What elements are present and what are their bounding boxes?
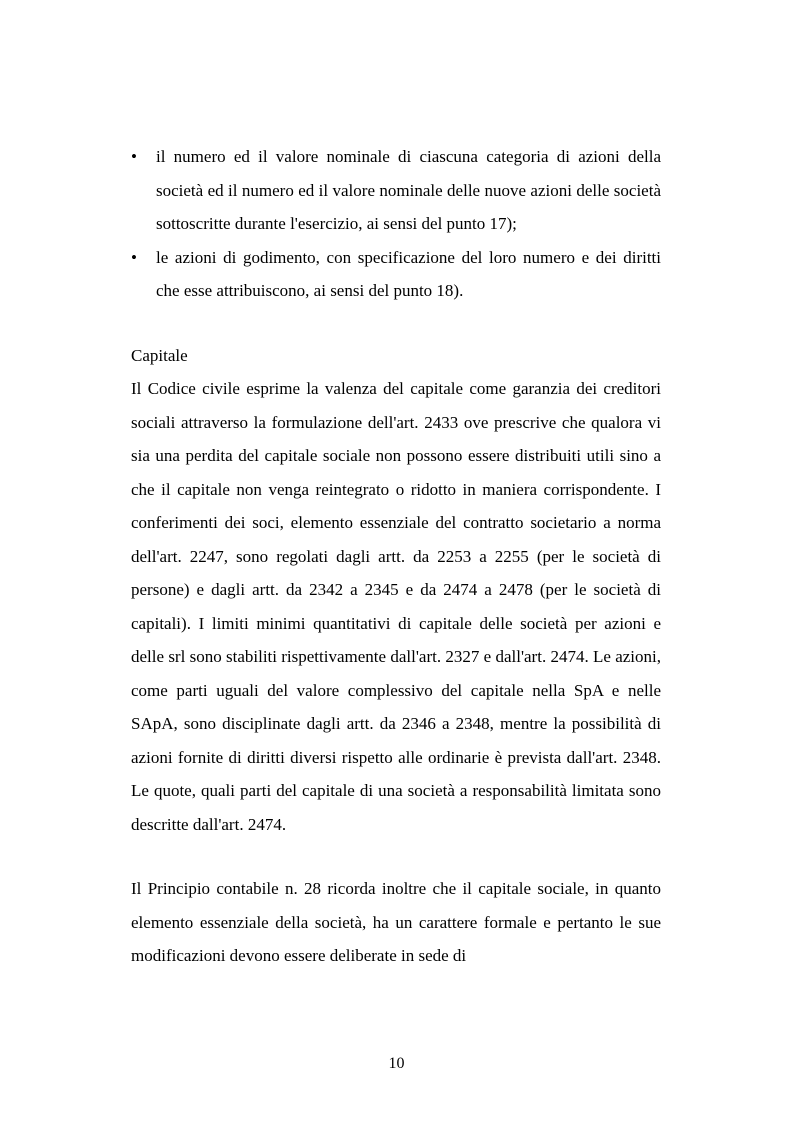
section-heading: Capitale xyxy=(131,346,188,365)
bullet-text: le azioni di godimento, con specificazione del loro numero e dei diritti che esse attribuiscono, ai sensi del punto 18). xyxy=(156,247,661,300)
bullet-text: il numero ed il valore nominale di ciascuna categoria di azioni della società ed il numero ed il valore nominale delle nuove azioni delle società sottoscritte durante l'esercizio, ai sensi del punto 17); xyxy=(156,147,661,233)
bullet-icon: • xyxy=(131,247,137,267)
bullet-icon: • xyxy=(131,147,137,166)
bullet-item xyxy=(131,140,661,241)
bullet-list xyxy=(131,140,661,308)
body-paragraph: Il Codice civile esprime la valenza del capitale come garanzia dei creditori sociali attraverso la formulazione dell'art. 2433 ove prescrive che qualora vi sia una perdita del capitale sociale non possono essere distribuiti utili sino a che il capitale non venga reintegrato o ridotto in maniera corrispondente. I conferimenti dei soci, elemento essenziale del contratto societario a norma dell'art. 2247, sono regolati dagli artt. da 2253 a 2255 (per le società di persone) e dagli artt. da 2342 a 2345 e da 2474 a 2478 (per le società di capitali). I limiti minimi quantitativi di capitale delle società per azioni e delle srl sono stabiliti rispettivamente dall'art. 2327 e dall'art. 2474. Le azioni, come parti uguali del valore complessivo del capitale nella SpA e nelle SApA, sono disciplinate dagli artt. da 2346 a 2348, mentre la possibilità di azioni fornite di diritti diversi rispetto alle ordinarie è prevista dall'art. 2348. Le quote, quali parti del capitale di una società a responsabilità limitata sono descritte dall'art. 2474. xyxy=(131,379,661,834)
page-number: 10 xyxy=(388,1055,405,1072)
body-paragraph: Il Principio contabile n. 28 ricorda inoltre che il capitale sociale, in quanto elemento essenziale della società, ha un carattere formale e pertanto le sue modificazioni devono essere deliberate in sede di xyxy=(131,879,661,965)
bullet-item xyxy=(131,241,661,308)
